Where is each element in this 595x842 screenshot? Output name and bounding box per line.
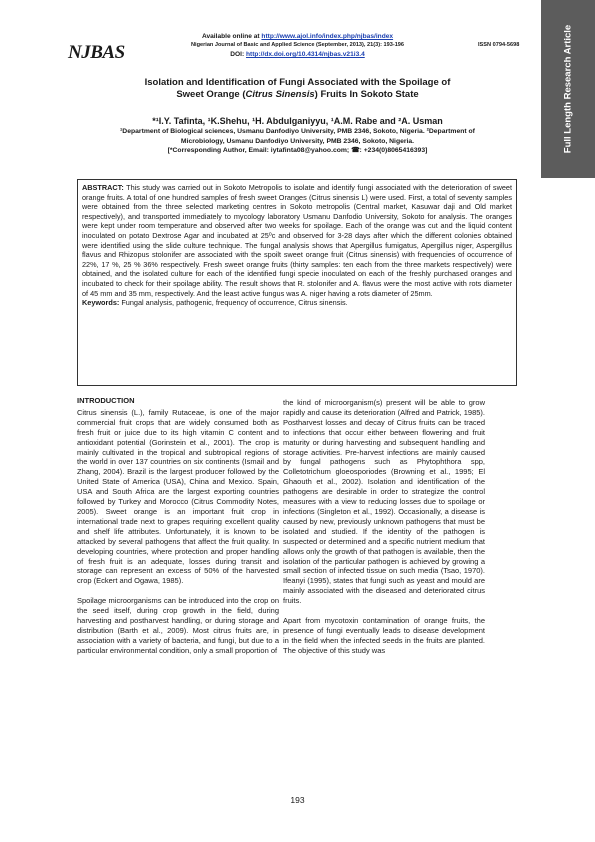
availability-line: [0, 33, 595, 40]
page-header: [0, 0, 595, 70]
doi-prefix: DOI:: [230, 51, 247, 58]
journal-url-link[interactable]: http://www.ajol.info/index.php/njbas/index: [261, 33, 394, 40]
title-line-2: [60, 89, 535, 101]
abstract-text: This study was carried out in Sokoto Metropolis to isolate and identify fungi associated with the deterioration of sweet orange fruits. A total of one hundred samples of fresh sweet Oranges (Citrus sinensis L) were used. First, a total of seventy samples were obtained from the three selected marketing centres in Sokoto metropolis (Central market, Kasuwar daji and Old market respectively), and transported immediately to mycology laboratory Usmanu Danfodio University, Sokoto for analysis. The oranges were kept under room temperature and observed after two weeks for spoilage. Each of the orange was cut and the liquid content inoculated on potato Dextrose Agar and incubated at 25⁰c and observed for 3-28 days after which the different colonies obtained were identified using the slide culture technique. The fungal analysis shows that Apergillus fumigatus, Apergillus niger, Aspergillus flavus and Rhizopus stolonifer are associated with the spoilt sweet orange fruit (Citrus sinensis) with frequencies of occurrence of 22%, 17 %, 25 % 36% respectively. Fresh sweet orange fruits (thirty samples: ten each from the three markets respectively) were obtained, and the isolated culture for each of the identified fungi specie inoculated on each of the freshly purchased oranges and incubated to check for their spoilage ability. The result shows that R. stolonifer and A. flavus were the most active with rots diameter of 45 mm and 35 mm, respectively. And the least active fungus was A. niger having a rots diameter of 25mm.: [82, 183, 512, 298]
logo-text: NJBAS: [68, 42, 125, 63]
journal-citation: Nigerian Journal of Basic and Applied Science (September, 2013), 21(3): 193-196: [190, 42, 405, 48]
body-paragraph: the kind of microorganism(s) present will be able to grow rapidly and cause its deterioration (Alfred and Patrick, 1985). Postharvest losses and decay of Citrus fruits can be traced to infections that occur either between flowering and fruit maturity or during harvesting and subsequent handling and storage activities. Pre-harvest infections are mainly caused by fungal pathogens such as Phytophthora spp, Colletotrichum gloeosporiodes (Browning et al., 1995; El Ghaouth et al., 2002). Isolation and identification of the pathogens are desirable in order to strategize the control measures with a view to reducing losses due to spoilage or infections (Singleton et al., 1992). Occasionally, a disease is caused by new, previously unknown pathogens that must be isolated and studied. If the identity of the pathogen is suspected or determined and a specific nutrient medium that allows only the growth of that pathogen is available, then the isolation of the particular pathogen is achieved by growing a small section of infected tissue on such media (Tsao, 1970). Ifeanyi (1995), states that fungi such as yeast and mould are mainly associated with the diseased and deteriorated citrus fruits.: [283, 398, 485, 606]
article-type-tab: [541, 0, 595, 178]
abstract-label: ABSTRACT:: [82, 183, 124, 192]
corresponding-author: [*Corresponding Author, Email: iytafinta08@yahoo.com; ☎: +234(0)8065416393]: [167, 147, 428, 154]
author-list: *¹I.Y. Tafinta, ¹K.Shehu, ¹H. Abdulganiyyu, ¹A.M. Rabe and ²A. Usman: [152, 116, 443, 126]
page-number: 193: [290, 795, 305, 805]
article-type-label: Full Length Research Article: [562, 24, 574, 154]
paper-title: [60, 77, 535, 101]
section-heading: INTRODUCTION: [77, 396, 135, 405]
availability-prefix: Available online at: [201, 33, 262, 40]
body-paragraph: Apart from mycotoxin contamination of orange fruits, the presence of fungi eventually leads to disease development in the field when the infected seeds in the fruits are planted. The objective of this study was: [283, 616, 485, 655]
keywords-label: Keywords:: [82, 298, 120, 308]
affiliation-line: Microbiology, Usmanu Danfodiyo University, PMB 2346, Sokoto, Nigeria.: [180, 137, 415, 145]
title-species: Citrus Sinensis: [245, 89, 315, 100]
title-line-2-end: ) Fruits In Sokoto State: [314, 89, 419, 100]
right-column: [283, 398, 485, 666]
left-column: [77, 396, 279, 666]
affiliation-line: ¹Department of Biological sciences, Usmanu Danfodiyo University, PMB 2346, Sokoto, Nigeria. ²Department of: [120, 128, 475, 135]
title-line-1: Isolation and Identification of Fungi Associated with the Spoilage of: [144, 77, 451, 88]
issn-label: ISSN 0794-5698: [478, 42, 520, 48]
doi-link[interactable]: http://dx.doi.org/10.4314/njbas.v21i3.4: [246, 51, 365, 58]
title-line-2-start: Sweet Orange (: [176, 89, 246, 100]
body-paragraph: Citrus sinensis (L.), family Rutaceae, is one of the major commercial fruit crops that are widely consumed both as fresh fruit or juice due to its high vitamin C content and antioxidant potential (Gorinstein et al., 2001). The crop is mainly cultivated in the tropical and subtropical regions of the world in over 137 countries on six continents (Ismail and Zhang, 2004). Brazil is the largest producer followed by the United State of America (USA), China and Mexico. Spain, USA and South Africa are the largest exporting countries followed by Turkey and Morocco (Citrus Commodity Notes, 2005). Sweet orange is an important fruit crop in international trade next to grapes requiring excellent quality and shelf life attributes. Unfortunately, it is known to be attacked by several pathogens that affect the fruit quality. In developing countries, where protection and proper handling of fresh fruit is an adequate, losses during transit and storage can represent an excess of 50% of the harvested crop (Eckert and Ogawa, 1985).: [77, 407, 279, 586]
abstract-box: [77, 179, 517, 386]
affiliations: [80, 127, 515, 156]
keywords-text: Fungal analysis, pathogenic, frequency of occurrence, Citrus sinensis.: [119, 298, 348, 308]
body-paragraph: Spoilage microorganisms can be introduced into the crop on the seed itself, during crop growth in the field, during harvesting and postharvest handling, or during storage and distribution (Barth et al., 2009). Most citrus fruits are, in association with a variety of bacteria, and fungi, but due to a particular environmental condition, only a small proportion of: [77, 596, 279, 655]
doi-line: [0, 51, 595, 58]
